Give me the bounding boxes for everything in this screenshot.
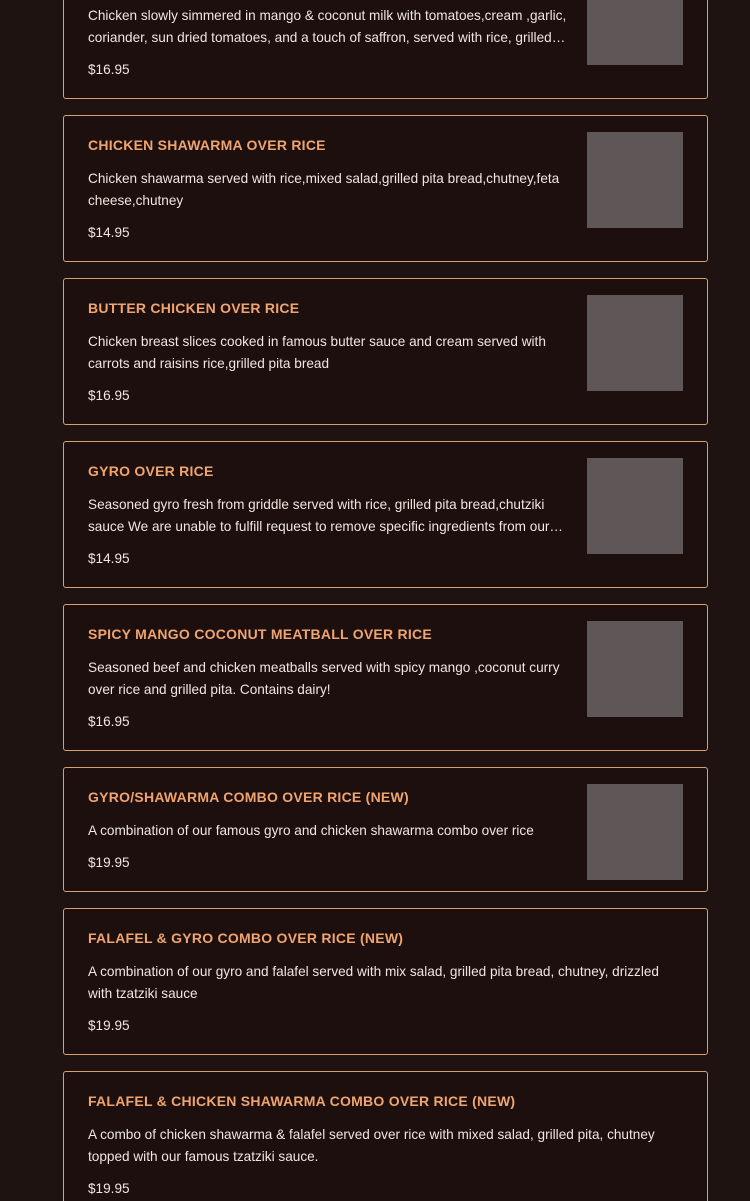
menu-item-price: $16.95 bbox=[88, 388, 130, 403]
menu-item-description: Seasoned gyro fresh from griddle served with rice, grilled pita bread,chutziki sauce We are unable to fulfill request to remove specific ingredients from our bbox=[88, 497, 550, 534]
menu-item-name: SPICY MANGO COCONUT MEATBALL OVER RICE bbox=[88, 626, 432, 642]
menu-item-image[interactable] bbox=[587, 784, 683, 880]
menu-item-name: GYRO OVER RICE bbox=[88, 463, 214, 479]
menu-item-text bbox=[88, 462, 572, 568]
menu-item-price: $19.95 bbox=[88, 855, 130, 870]
menu-item-name: GYRO/SHAWARMA COMBO OVER RICE (NEW) bbox=[88, 789, 409, 805]
menu-item-name: BUTTER CHICKEN OVER RICE bbox=[88, 300, 300, 316]
menu-item-image[interactable] bbox=[587, 0, 683, 65]
menu-item-card[interactable] bbox=[63, 1071, 708, 1201]
menu-item-description: A combination of our famous gyro and chicken shawarma combo over rice bbox=[88, 823, 534, 838]
menu-item-price: $16.95 bbox=[88, 714, 130, 729]
menu-item-price: $14.95 bbox=[88, 551, 130, 566]
menu-item-description: Chicken slowly simmered in mango & coconut milk with tomatoes,cream ,garlic, coriander, sun dried tomatoes, and a touch of saffron, served with rice, grilled bbox=[88, 8, 567, 45]
menu-item-image[interactable] bbox=[587, 132, 683, 228]
menu-item-name: FALAFEL & GYRO COMBO OVER RICE (NEW) bbox=[88, 930, 404, 946]
menu-item-price: $14.95 bbox=[88, 225, 130, 240]
menu-item-text bbox=[88, 1092, 668, 1198]
menu-item-price: $19.95 bbox=[88, 1181, 130, 1196]
menu-item-text bbox=[88, 929, 668, 1035]
menu-item-description: A combo of chicken shawarma & falafel served over rice with mixed salad, grilled pita, chutney topped with our famous tzatziki sauce. bbox=[88, 1127, 655, 1164]
menu-item-text bbox=[88, 788, 572, 872]
menu-item-card[interactable] bbox=[63, 0, 708, 99]
menu-item-card[interactable] bbox=[63, 767, 708, 892]
menu-item-image[interactable] bbox=[587, 621, 683, 717]
menu-item-image[interactable] bbox=[587, 458, 683, 554]
menu-item-card[interactable] bbox=[63, 441, 708, 588]
menu-item-description: Seasoned beef and chicken meatballs served with spicy mango ,coconut curry over rice and grilled pita. Contains dairy! bbox=[88, 660, 560, 697]
menu-item-card[interactable] bbox=[63, 604, 708, 751]
menu-item-price: $19.95 bbox=[88, 1018, 130, 1033]
menu-item-text bbox=[88, 0, 572, 79]
menu-item-price: $16.95 bbox=[88, 62, 130, 77]
menu-item-description: Chicken shawarma served with rice,mixed salad,grilled pita bread,chutney,feta cheese,chutney bbox=[88, 171, 560, 208]
menu-item-text bbox=[88, 136, 572, 242]
menu-item-card[interactable] bbox=[63, 278, 708, 425]
menu-item-name: FALAFEL & CHICKEN SHAWARMA COMBO OVER RICE (NEW) bbox=[88, 1093, 516, 1109]
menu-item-image[interactable] bbox=[587, 295, 683, 391]
menu-item-name: CHICKEN SHAWARMA OVER RICE bbox=[88, 137, 326, 153]
menu-item-text bbox=[88, 299, 572, 405]
menu-item-description: Chicken breast slices cooked in famous butter sauce and cream served with carrots and raisins rice,grilled pita bread bbox=[88, 334, 546, 371]
menu-item-card[interactable] bbox=[63, 908, 708, 1055]
menu-item-description: A combination of our gyro and falafel served with mix salad, grilled pita bread, chutney, drizzled with tzatziki sauce bbox=[88, 964, 659, 1001]
menu-item-text bbox=[88, 625, 572, 731]
menu-item-card[interactable] bbox=[63, 115, 708, 262]
